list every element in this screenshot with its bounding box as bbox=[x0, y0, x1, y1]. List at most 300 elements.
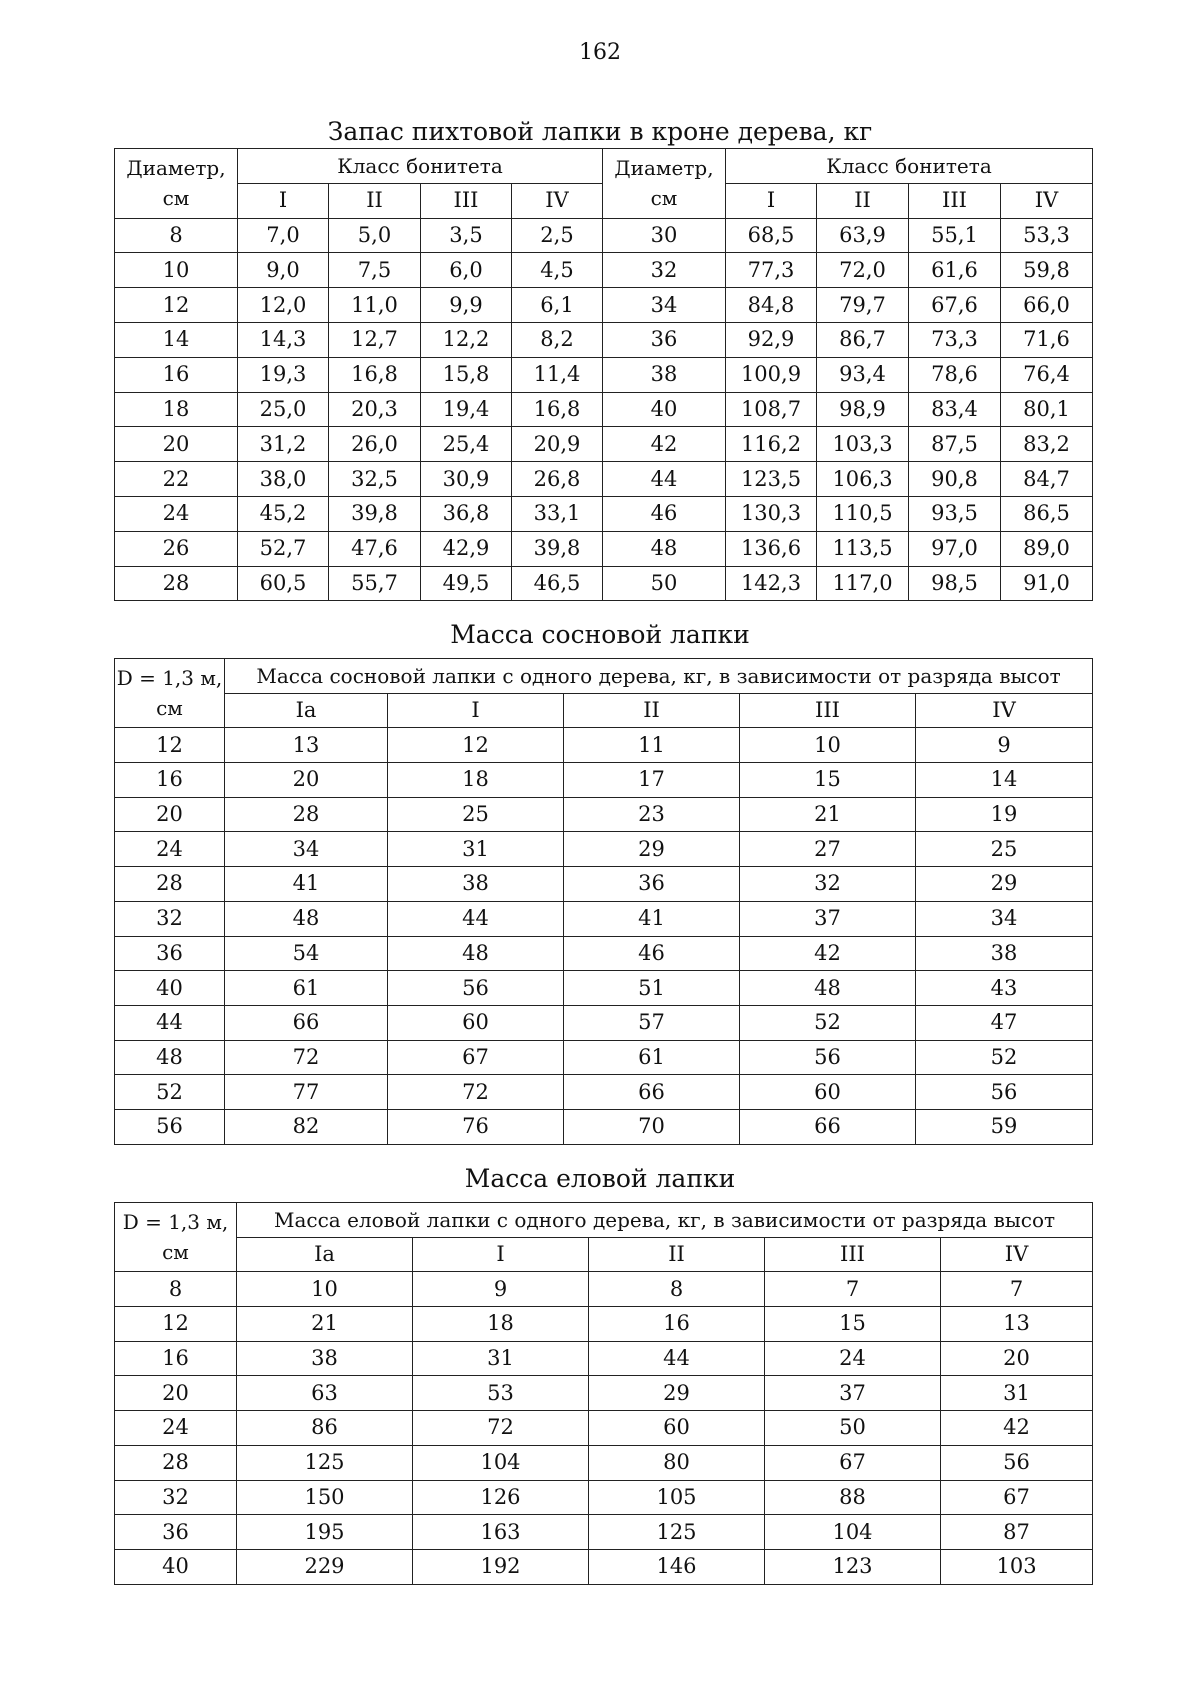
table-cell: 36 bbox=[603, 322, 726, 357]
table-cell: 36 bbox=[115, 1515, 237, 1550]
table-cell: 11,0 bbox=[329, 288, 421, 323]
table-row bbox=[115, 253, 1093, 288]
table-cell: 72 bbox=[225, 1040, 388, 1075]
table-cell: 12 bbox=[115, 728, 225, 763]
table-row bbox=[115, 832, 1093, 867]
table-cell: 43 bbox=[916, 971, 1093, 1006]
table-cell: 44 bbox=[589, 1341, 765, 1376]
table-cell: 12 bbox=[388, 728, 564, 763]
class-header: I bbox=[413, 1237, 589, 1272]
table-cell: 126 bbox=[413, 1480, 589, 1515]
table-cell: 42 bbox=[740, 936, 916, 971]
table-cell: 8 bbox=[115, 218, 238, 253]
diameter-header-right bbox=[603, 149, 726, 219]
diameter-header bbox=[115, 1203, 237, 1272]
table-cell: 98,9 bbox=[817, 392, 909, 427]
table-cell: 12 bbox=[115, 1307, 237, 1342]
table-cell: 24 bbox=[115, 1411, 237, 1446]
table-cell: 41 bbox=[225, 867, 388, 902]
class-header: II bbox=[564, 693, 740, 728]
table-cell: 60,5 bbox=[238, 566, 329, 601]
table-cell: 40 bbox=[115, 971, 225, 1006]
table-cell: 42 bbox=[941, 1411, 1093, 1446]
table-cell: 29 bbox=[916, 867, 1093, 902]
table-cell: 56 bbox=[115, 1109, 225, 1144]
table-cell: 13 bbox=[941, 1307, 1093, 1342]
table-cell: 61 bbox=[564, 1040, 740, 1075]
height-class-header: Масса сосновой лапки с одного дерева, кг, в зависимости от разряда высот bbox=[225, 659, 1093, 694]
table-row bbox=[115, 728, 1093, 763]
table-cell: 66 bbox=[564, 1075, 740, 1110]
table-cell: 28 bbox=[115, 1445, 237, 1480]
table-cell: 163 bbox=[413, 1515, 589, 1550]
table-row bbox=[115, 462, 1093, 497]
table-cell: 46 bbox=[603, 496, 726, 531]
table-cell: 25 bbox=[916, 832, 1093, 867]
table-cell: 72 bbox=[413, 1411, 589, 1446]
site-class-header-left: Класс бонитета bbox=[238, 149, 603, 184]
table-cell: 16,8 bbox=[512, 392, 603, 427]
table-cell: 7,5 bbox=[329, 253, 421, 288]
table-row bbox=[115, 1005, 1093, 1040]
table-cell: 125 bbox=[589, 1515, 765, 1550]
table-cell: 80,1 bbox=[1001, 392, 1093, 427]
table-cell: 52 bbox=[115, 1075, 225, 1110]
table-cell: 32,5 bbox=[329, 462, 421, 497]
table-row bbox=[115, 1307, 1093, 1342]
table-cell: 3,5 bbox=[421, 218, 512, 253]
table-cell: 6,1 bbox=[512, 288, 603, 323]
table-cell: 25 bbox=[388, 797, 564, 832]
table-cell: 20,3 bbox=[329, 392, 421, 427]
table-cell: 63,9 bbox=[817, 218, 909, 253]
table-row bbox=[115, 1445, 1093, 1480]
pine-branch-table bbox=[114, 658, 1093, 1145]
table-cell: 20 bbox=[225, 763, 388, 798]
table-cell: 26,0 bbox=[329, 427, 421, 462]
table-cell: 93,5 bbox=[909, 496, 1001, 531]
table-cell: 9,0 bbox=[238, 253, 329, 288]
table-row bbox=[115, 1376, 1093, 1411]
table-cell: 146 bbox=[589, 1549, 765, 1584]
table-cell: 61 bbox=[225, 971, 388, 1006]
table-row bbox=[115, 936, 1093, 971]
table-cell: 53 bbox=[413, 1376, 589, 1411]
table-cell: 41 bbox=[564, 901, 740, 936]
table-cell: 19,3 bbox=[238, 357, 329, 392]
table-cell: 50 bbox=[765, 1411, 941, 1446]
table-cell: 8 bbox=[115, 1272, 237, 1307]
table-cell: 46 bbox=[564, 936, 740, 971]
table-cell: 66 bbox=[740, 1109, 916, 1144]
table-row bbox=[115, 797, 1093, 832]
table-cell: 44 bbox=[388, 901, 564, 936]
table-cell: 31 bbox=[941, 1376, 1093, 1411]
table-cell: 16 bbox=[115, 357, 238, 392]
table-cell: 78,6 bbox=[909, 357, 1001, 392]
table-cell: 19 bbox=[916, 797, 1093, 832]
table-cell: 2,5 bbox=[512, 218, 603, 253]
table-cell: 29 bbox=[589, 1376, 765, 1411]
table-cell: 103,3 bbox=[817, 427, 909, 462]
table-cell: 39,8 bbox=[329, 496, 421, 531]
table-cell: 37 bbox=[765, 1376, 941, 1411]
table-cell: 11,4 bbox=[512, 357, 603, 392]
table-cell: 125 bbox=[237, 1445, 413, 1480]
table2-title: Масса сосновой лапки bbox=[450, 620, 750, 649]
table-cell: 42 bbox=[603, 427, 726, 462]
class-header: IV bbox=[916, 693, 1093, 728]
class-header: III bbox=[765, 1237, 941, 1272]
table-cell: 48 bbox=[225, 901, 388, 936]
class-header: IV bbox=[512, 183, 603, 218]
table-cell: 38 bbox=[603, 357, 726, 392]
table-row bbox=[115, 901, 1093, 936]
table-cell: 28 bbox=[115, 867, 225, 902]
table-cell: 37 bbox=[740, 901, 916, 936]
table-cell: 31 bbox=[413, 1341, 589, 1376]
table-row bbox=[115, 218, 1093, 253]
table-cell: 71,6 bbox=[1001, 322, 1093, 357]
class-header: III bbox=[421, 183, 512, 218]
table-row bbox=[115, 496, 1093, 531]
table-cell: 12,7 bbox=[329, 322, 421, 357]
table-cell: 83,2 bbox=[1001, 427, 1093, 462]
table-cell: 150 bbox=[237, 1480, 413, 1515]
table-cell: 18 bbox=[388, 763, 564, 798]
table-cell: 136,6 bbox=[726, 531, 817, 566]
diameter-header-line: D = 1,3 м, bbox=[122, 1210, 229, 1234]
table-cell: 44 bbox=[115, 1005, 225, 1040]
table-cell: 30 bbox=[603, 218, 726, 253]
table-cell: 24 bbox=[115, 496, 238, 531]
table-cell: 15 bbox=[765, 1307, 941, 1342]
table-cell: 52,7 bbox=[238, 531, 329, 566]
table-cell: 20 bbox=[941, 1341, 1093, 1376]
table-cell: 76,4 bbox=[1001, 357, 1093, 392]
table-cell: 49,5 bbox=[421, 566, 512, 601]
table-cell: 113,5 bbox=[817, 531, 909, 566]
table-cell: 48 bbox=[388, 936, 564, 971]
table-cell: 28 bbox=[115, 566, 238, 601]
table-cell: 77,3 bbox=[726, 253, 817, 288]
table-cell: 19,4 bbox=[421, 392, 512, 427]
table-row bbox=[115, 1109, 1093, 1144]
table-cell: 18 bbox=[413, 1307, 589, 1342]
table-cell: 31 bbox=[388, 832, 564, 867]
table-row bbox=[115, 427, 1093, 462]
table-cell: 16 bbox=[115, 1341, 237, 1376]
table-cell: 46,5 bbox=[512, 566, 603, 601]
table-cell: 38 bbox=[388, 867, 564, 902]
table-cell: 47 bbox=[916, 1005, 1093, 1040]
table-cell: 48 bbox=[603, 531, 726, 566]
table-cell: 55,7 bbox=[329, 566, 421, 601]
table-cell: 12 bbox=[115, 288, 238, 323]
table-row bbox=[115, 288, 1093, 323]
class-header: Ia bbox=[237, 1237, 413, 1272]
spruce-branch-table bbox=[114, 1202, 1093, 1585]
diameter-unit: см bbox=[156, 696, 183, 720]
class-header: I bbox=[726, 183, 817, 218]
table-cell: 92,9 bbox=[726, 322, 817, 357]
table-cell: 90,8 bbox=[909, 462, 1001, 497]
table-cell: 55,1 bbox=[909, 218, 1001, 253]
table-row bbox=[115, 1075, 1093, 1110]
table-cell: 24 bbox=[115, 832, 225, 867]
table-cell: 73,3 bbox=[909, 322, 1001, 357]
table-row bbox=[115, 867, 1093, 902]
table-cell: 10 bbox=[237, 1272, 413, 1307]
table-cell: 34 bbox=[603, 288, 726, 323]
table-cell: 4,5 bbox=[512, 253, 603, 288]
table-cell: 32 bbox=[115, 901, 225, 936]
table-row bbox=[115, 1341, 1093, 1376]
diameter-unit: см bbox=[162, 186, 190, 210]
table-cell: 25,4 bbox=[421, 427, 512, 462]
table-cell: 24 bbox=[765, 1341, 941, 1376]
table-cell: 23 bbox=[564, 797, 740, 832]
table-cell: 12,0 bbox=[238, 288, 329, 323]
table-cell: 100,9 bbox=[726, 357, 817, 392]
table-cell: 39,8 bbox=[512, 531, 603, 566]
table-cell: 7 bbox=[765, 1272, 941, 1307]
table-cell: 9,9 bbox=[421, 288, 512, 323]
table-cell: 56 bbox=[740, 1040, 916, 1075]
table-cell: 15,8 bbox=[421, 357, 512, 392]
table-cell: 9 bbox=[413, 1272, 589, 1307]
table-cell: 26 bbox=[115, 531, 238, 566]
table-cell: 48 bbox=[115, 1040, 225, 1075]
table-cell: 40 bbox=[115, 1549, 237, 1584]
table-cell: 48 bbox=[740, 971, 916, 1006]
table-cell: 7,0 bbox=[238, 218, 329, 253]
table-cell: 7 bbox=[941, 1272, 1093, 1307]
table-cell: 8 bbox=[589, 1272, 765, 1307]
table-cell: 72,0 bbox=[817, 253, 909, 288]
table-cell: 123,5 bbox=[726, 462, 817, 497]
table3-title: Масса еловой лапки bbox=[464, 1164, 736, 1193]
table-row bbox=[115, 971, 1093, 1006]
table-cell: 12,2 bbox=[421, 322, 512, 357]
table-cell: 104 bbox=[765, 1515, 941, 1550]
table-cell: 97,0 bbox=[909, 531, 1001, 566]
table-cell: 60 bbox=[589, 1411, 765, 1446]
table-cell: 84,8 bbox=[726, 288, 817, 323]
class-header: IV bbox=[941, 1237, 1093, 1272]
class-header: IV bbox=[1001, 183, 1093, 218]
table-cell: 229 bbox=[237, 1549, 413, 1584]
table-cell: 110,5 bbox=[817, 496, 909, 531]
table-cell: 84,7 bbox=[1001, 462, 1093, 497]
table-cell: 10 bbox=[115, 253, 238, 288]
table-cell: 42,9 bbox=[421, 531, 512, 566]
table-row bbox=[115, 1480, 1093, 1515]
height-class-header: Масса еловой лапки с одного дерева, кг, в зависимости от разряда высот bbox=[237, 1203, 1093, 1238]
table-row bbox=[115, 357, 1093, 392]
class-header: I bbox=[238, 183, 329, 218]
table-cell: 79,7 bbox=[817, 288, 909, 323]
table-cell: 72 bbox=[388, 1075, 564, 1110]
table-cell: 57 bbox=[564, 1005, 740, 1040]
table-cell: 38,0 bbox=[238, 462, 329, 497]
table-row bbox=[115, 1515, 1093, 1550]
table-cell: 44 bbox=[603, 462, 726, 497]
table-cell: 31,2 bbox=[238, 427, 329, 462]
table-cell: 116,2 bbox=[726, 427, 817, 462]
table-cell: 28 bbox=[225, 797, 388, 832]
table-cell: 86,5 bbox=[1001, 496, 1093, 531]
table-cell: 9 bbox=[916, 728, 1093, 763]
table-cell: 80 bbox=[589, 1445, 765, 1480]
page-number: 162 bbox=[579, 40, 621, 65]
table-row bbox=[115, 1549, 1093, 1584]
table-cell: 36 bbox=[115, 936, 225, 971]
table-cell: 105 bbox=[589, 1480, 765, 1515]
table-cell: 60 bbox=[740, 1075, 916, 1110]
table-cell: 47,6 bbox=[329, 531, 421, 566]
table-cell: 34 bbox=[916, 901, 1093, 936]
table-cell: 20 bbox=[115, 797, 225, 832]
table-cell: 14 bbox=[115, 322, 238, 357]
table-cell: 20 bbox=[115, 427, 238, 462]
table-cell: 77 bbox=[225, 1075, 388, 1110]
table-cell: 142,3 bbox=[726, 566, 817, 601]
table-cell: 66,0 bbox=[1001, 288, 1093, 323]
table-cell: 87 bbox=[941, 1515, 1093, 1550]
diameter-header-line: Диаметр, bbox=[126, 156, 226, 180]
table-cell: 67,6 bbox=[909, 288, 1001, 323]
table-cell: 56 bbox=[388, 971, 564, 1006]
table-cell: 5,0 bbox=[329, 218, 421, 253]
table-cell: 51 bbox=[564, 971, 740, 1006]
table-cell: 11 bbox=[564, 728, 740, 763]
diameter-header-left bbox=[115, 149, 238, 219]
table1-title: Запас пихтовой лапки в кроне дерева, кг bbox=[327, 117, 873, 146]
table-cell: 93,4 bbox=[817, 357, 909, 392]
table-cell: 106,3 bbox=[817, 462, 909, 497]
table-cell: 68,5 bbox=[726, 218, 817, 253]
table-cell: 59,8 bbox=[1001, 253, 1093, 288]
table-cell: 61,6 bbox=[909, 253, 1001, 288]
table-cell: 30,9 bbox=[421, 462, 512, 497]
table-cell: 56 bbox=[916, 1075, 1093, 1110]
table-cell: 21 bbox=[740, 797, 916, 832]
table-cell: 83,4 bbox=[909, 392, 1001, 427]
table-cell: 108,7 bbox=[726, 392, 817, 427]
table-cell: 91,0 bbox=[1001, 566, 1093, 601]
table-cell: 21 bbox=[237, 1307, 413, 1342]
table-row bbox=[115, 1411, 1093, 1446]
fir-branch-table bbox=[114, 148, 1093, 601]
table-cell: 52 bbox=[916, 1040, 1093, 1075]
table-row bbox=[115, 566, 1093, 601]
class-header: II bbox=[329, 183, 421, 218]
table-cell: 98,5 bbox=[909, 566, 1001, 601]
table-cell: 8,2 bbox=[512, 322, 603, 357]
table-cell: 20,9 bbox=[512, 427, 603, 462]
site-class-header-right: Класс бонитета bbox=[726, 149, 1093, 184]
table-cell: 27 bbox=[740, 832, 916, 867]
table-cell: 32 bbox=[603, 253, 726, 288]
table-cell: 67 bbox=[388, 1040, 564, 1075]
table-cell: 76 bbox=[388, 1109, 564, 1144]
table-cell: 130,3 bbox=[726, 496, 817, 531]
table-cell: 36 bbox=[564, 867, 740, 902]
table-cell: 82 bbox=[225, 1109, 388, 1144]
table-cell: 13 bbox=[225, 728, 388, 763]
table-cell: 38 bbox=[916, 936, 1093, 971]
table-row bbox=[115, 1040, 1093, 1075]
table-cell: 22 bbox=[115, 462, 238, 497]
table-cell: 67 bbox=[941, 1480, 1093, 1515]
table-cell: 38 bbox=[237, 1341, 413, 1376]
diameter-unit: см bbox=[162, 1240, 189, 1264]
table-cell: 14 bbox=[916, 763, 1093, 798]
table-cell: 16 bbox=[115, 763, 225, 798]
table-cell: 123 bbox=[765, 1549, 941, 1584]
table-cell: 45,2 bbox=[238, 496, 329, 531]
table-cell: 54 bbox=[225, 936, 388, 971]
table-cell: 10 bbox=[740, 728, 916, 763]
table-cell: 32 bbox=[115, 1480, 237, 1515]
table-cell: 66 bbox=[225, 1005, 388, 1040]
table-row bbox=[115, 1272, 1093, 1307]
class-header: II bbox=[817, 183, 909, 218]
table-cell: 29 bbox=[564, 832, 740, 867]
table-cell: 59 bbox=[916, 1109, 1093, 1144]
table-cell: 26,8 bbox=[512, 462, 603, 497]
table-cell: 117,0 bbox=[817, 566, 909, 601]
table-cell: 67 bbox=[765, 1445, 941, 1480]
table-cell: 32 bbox=[740, 867, 916, 902]
table-cell: 104 bbox=[413, 1445, 589, 1480]
table-cell: 70 bbox=[564, 1109, 740, 1144]
diameter-header-line: Диаметр, bbox=[614, 156, 714, 180]
table-cell: 52 bbox=[740, 1005, 916, 1040]
table-cell: 15 bbox=[740, 763, 916, 798]
table-cell: 14,3 bbox=[238, 322, 329, 357]
diameter-unit: см bbox=[650, 186, 678, 210]
table-cell: 17 bbox=[564, 763, 740, 798]
table-row bbox=[115, 531, 1093, 566]
class-header: III bbox=[740, 693, 916, 728]
table-cell: 89,0 bbox=[1001, 531, 1093, 566]
table-cell: 86 bbox=[237, 1411, 413, 1446]
table-cell: 33,1 bbox=[512, 496, 603, 531]
class-header: I bbox=[388, 693, 564, 728]
table-row bbox=[115, 322, 1093, 357]
class-header: II bbox=[589, 1237, 765, 1272]
table-cell: 53,3 bbox=[1001, 218, 1093, 253]
table-cell: 16 bbox=[589, 1307, 765, 1342]
table-cell: 50 bbox=[603, 566, 726, 601]
table-cell: 56 bbox=[941, 1445, 1093, 1480]
table-cell: 25,0 bbox=[238, 392, 329, 427]
table-cell: 195 bbox=[237, 1515, 413, 1550]
table-cell: 88 bbox=[765, 1480, 941, 1515]
table-cell: 63 bbox=[237, 1376, 413, 1411]
table-cell: 40 bbox=[603, 392, 726, 427]
table-cell: 192 bbox=[413, 1549, 589, 1584]
table-cell: 6,0 bbox=[421, 253, 512, 288]
table-cell: 87,5 bbox=[909, 427, 1001, 462]
table-cell: 34 bbox=[225, 832, 388, 867]
table-cell: 36,8 bbox=[421, 496, 512, 531]
table-cell: 16,8 bbox=[329, 357, 421, 392]
table-row bbox=[115, 392, 1093, 427]
class-header: III bbox=[909, 183, 1001, 218]
